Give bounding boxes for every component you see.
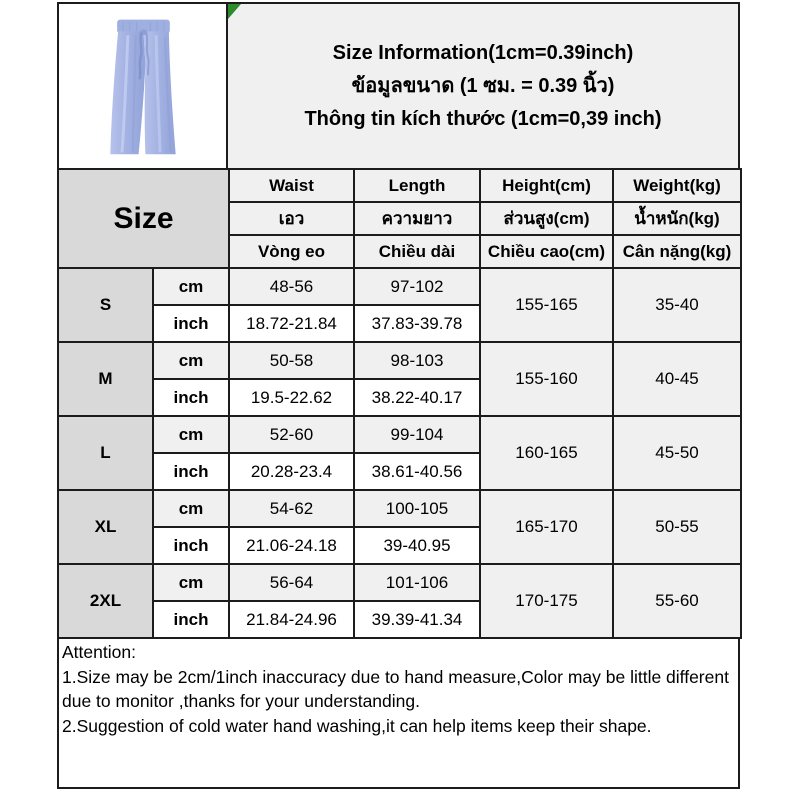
unit-inch: inch bbox=[153, 453, 229, 490]
unit-inch: inch bbox=[153, 527, 229, 564]
xl-length-inch: 39-40.95 bbox=[354, 527, 480, 564]
length-header-vi: Chiều dài bbox=[354, 235, 480, 268]
s-waist-cm: 48-56 bbox=[229, 268, 354, 305]
s-length-inch: 37.83-39.78 bbox=[354, 305, 480, 342]
xl-weight: 50-55 bbox=[613, 490, 741, 564]
pants-image bbox=[59, 6, 226, 166]
2xl-length-inch: 39.39-41.34 bbox=[354, 601, 480, 638]
xl-length-cm: 100-105 bbox=[354, 490, 480, 527]
product-image-cell bbox=[57, 2, 228, 168]
waist-header-vi: Vòng eo bbox=[229, 235, 354, 268]
l-weight: 45-50 bbox=[613, 416, 741, 490]
s-height: 155-165 bbox=[480, 268, 613, 342]
drawstring bbox=[140, 32, 142, 79]
2xl-waist-inch: 21.84-24.96 bbox=[229, 601, 354, 638]
row-s-cm bbox=[58, 268, 741, 305]
unit-cm: cm bbox=[153, 564, 229, 601]
size-chart-sheet bbox=[57, 2, 740, 789]
height-header-th: ส่วนสูง(cm) bbox=[480, 202, 613, 235]
size-label-2xl: 2XL bbox=[58, 564, 153, 638]
row-l-cm bbox=[58, 416, 741, 453]
l-length-cm: 99-104 bbox=[354, 416, 480, 453]
height-header-en: Height(cm) bbox=[480, 169, 613, 202]
m-length-inch: 38.22-40.17 bbox=[354, 379, 480, 416]
title-th: ข้อมูลขนาด (1 ซม. = 0.39 นิ้ว) bbox=[351, 74, 615, 97]
m-waist-inch: 19.5-22.62 bbox=[229, 379, 354, 416]
2xl-height: 170-175 bbox=[480, 564, 613, 638]
corner-marker-icon bbox=[228, 4, 241, 19]
size-label-xl: XL bbox=[58, 490, 153, 564]
unit-cm: cm bbox=[153, 342, 229, 379]
unit-cm: cm bbox=[153, 416, 229, 453]
unit-inch: inch bbox=[153, 601, 229, 638]
row-xl-cm bbox=[58, 490, 741, 527]
attention-note-1: 1.Size may be 2cm/1inch inaccuracy due to hand measure,Color may be little different due to monitor ,thanks for your understanding. bbox=[62, 666, 729, 711]
size-table bbox=[57, 168, 742, 639]
row-m-cm bbox=[58, 342, 741, 379]
height-header-vi: Chiều cao(cm) bbox=[480, 235, 613, 268]
m-waist-cm: 50-58 bbox=[229, 342, 354, 379]
xl-height: 165-170 bbox=[480, 490, 613, 564]
l-height: 160-165 bbox=[480, 416, 613, 490]
l-waist-inch: 20.28-23.4 bbox=[229, 453, 354, 490]
title-vi: Thông tin kích thước (1cm=0,39 inch) bbox=[304, 107, 662, 130]
size-label-s: S bbox=[58, 268, 153, 342]
size-label-l: L bbox=[58, 416, 153, 490]
weight-header-th: น้ำหนัก(kg) bbox=[613, 202, 741, 235]
2xl-waist-cm: 56-64 bbox=[229, 564, 354, 601]
m-height: 155-160 bbox=[480, 342, 613, 416]
2xl-length-cm: 101-106 bbox=[354, 564, 480, 601]
row-2xl-cm bbox=[58, 564, 741, 601]
header-row-en bbox=[58, 169, 741, 202]
waist-header-th: เอว bbox=[229, 202, 354, 235]
unit-inch: inch bbox=[153, 379, 229, 416]
waist-header-en: Waist bbox=[229, 169, 354, 202]
size-label-m: M bbox=[58, 342, 153, 416]
top-row bbox=[57, 2, 740, 168]
title-en: Size Information(1cm=0.39inch) bbox=[332, 41, 634, 64]
weight-header-en: Weight(kg) bbox=[613, 169, 741, 202]
l-waist-cm: 52-60 bbox=[229, 416, 354, 453]
s-waist-inch: 18.72-21.84 bbox=[229, 305, 354, 342]
s-weight: 35-40 bbox=[613, 268, 741, 342]
m-length-cm: 98-103 bbox=[354, 342, 480, 379]
length-header-th: ความยาว bbox=[354, 202, 480, 235]
title-cell bbox=[228, 2, 740, 168]
weight-header-vi: Cân nặng(kg) bbox=[613, 235, 741, 268]
attention-title: Attention: bbox=[62, 642, 136, 662]
m-weight: 40-45 bbox=[613, 342, 741, 416]
xl-waist-inch: 21.06-24.18 bbox=[229, 527, 354, 564]
attention-note-2: 2.Suggestion of cold water hand washing,it can help items keep their shape. bbox=[62, 715, 652, 736]
unit-inch: inch bbox=[153, 305, 229, 342]
length-header-en: Length bbox=[354, 169, 480, 202]
unit-cm: cm bbox=[153, 490, 229, 527]
size-header: Size bbox=[58, 169, 229, 268]
2xl-weight: 55-60 bbox=[613, 564, 741, 638]
l-length-inch: 38.61-40.56 bbox=[354, 453, 480, 490]
xl-waist-cm: 54-62 bbox=[229, 490, 354, 527]
s-length-cm: 97-102 bbox=[354, 268, 480, 305]
attention-note bbox=[57, 639, 740, 789]
unit-cm: cm bbox=[153, 268, 229, 305]
